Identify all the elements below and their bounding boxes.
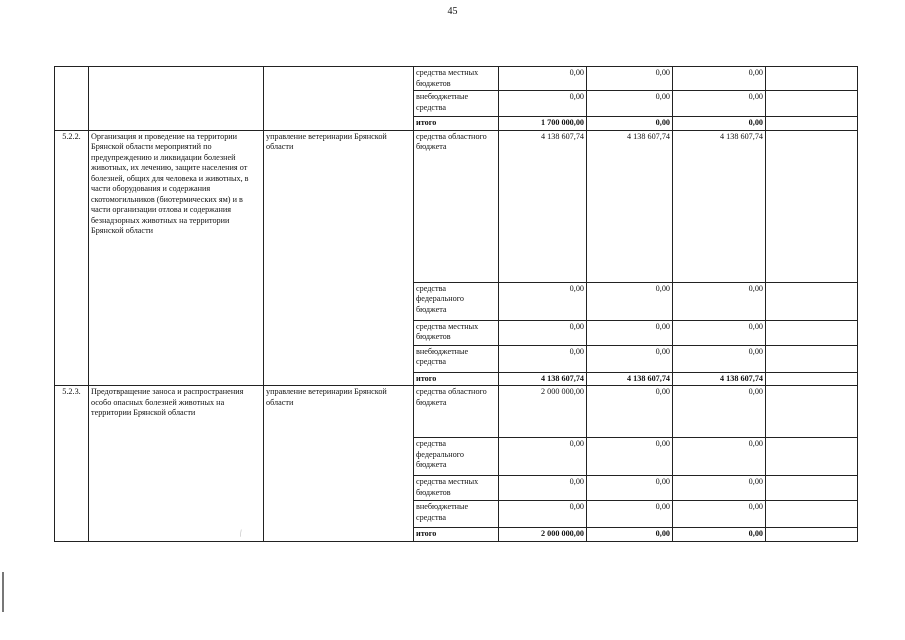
- empty-cell: [766, 282, 858, 320]
- empty-cell: [766, 130, 858, 282]
- executor-cell: [264, 67, 414, 131]
- value-cell: 0,00: [587, 345, 673, 372]
- value-cell: 4 138 607,74: [673, 372, 766, 386]
- empty-cell: [766, 117, 858, 131]
- budget-table: [54, 66, 858, 542]
- value-cell: 0,00: [499, 345, 587, 372]
- scan-edge-mark: [2, 572, 4, 612]
- value-cell: 0,00: [673, 282, 766, 320]
- source-cell: внебюджетные средства: [414, 91, 499, 117]
- value-cell: 0,00: [673, 476, 766, 501]
- source-cell: средства местных бюджетов: [414, 67, 499, 91]
- item-name: Предотвращение заноса и распространения особо опасных болезней животных на территории Брянской области: [89, 386, 264, 542]
- value-cell: 0,00: [587, 501, 673, 528]
- value-cell: 0,00: [673, 501, 766, 528]
- empty-cell: [766, 476, 858, 501]
- value-cell: 4 138 607,74: [587, 372, 673, 386]
- empty-cell: [766, 345, 858, 372]
- value-cell: 0,00: [587, 438, 673, 476]
- value-cell: 4 138 607,74: [587, 130, 673, 282]
- item-name: Организация и проведение на территории Брянской области мероприятий по предупреждению и ликвидации болезней животных, их лечению, защите населения от болезней, общих для человека и животных, в части оборудования и содержания скотомогильников (биотермических ям) и в части организации отлова и содержания безнадзорных животных на территории Брянской области: [89, 130, 264, 386]
- value-cell: 0,00: [499, 91, 587, 117]
- value-cell: 0,00: [499, 438, 587, 476]
- value-cell: 0,00: [673, 67, 766, 91]
- table-row: [55, 130, 858, 282]
- source-cell: средства местных бюджетов: [414, 320, 499, 345]
- value-cell: 0,00: [673, 320, 766, 345]
- value-cell: 0,00: [673, 386, 766, 438]
- item-executor: управление ветеринарии Брянской области: [264, 130, 414, 386]
- source-cell: итого: [414, 528, 499, 542]
- value-cell: 0,00: [587, 386, 673, 438]
- empty-cell: [766, 67, 858, 91]
- value-cell: 0,00: [673, 117, 766, 131]
- value-cell: 4 138 607,74: [499, 372, 587, 386]
- value-cell: 2 000 000,00: [499, 386, 587, 438]
- value-cell: 0,00: [587, 282, 673, 320]
- table-row: [55, 67, 858, 91]
- value-cell: 0,00: [673, 438, 766, 476]
- empty-cell: [766, 91, 858, 117]
- source-cell: средства федерального бюджета: [414, 282, 499, 320]
- empty-cell: [766, 386, 858, 438]
- item-executor: управление ветеринарии Брянской области: [264, 386, 414, 542]
- empty-cell: [766, 372, 858, 386]
- empty-cell: [766, 501, 858, 528]
- value-cell: 2 000 000,00: [499, 528, 587, 542]
- value-cell: 0,00: [499, 501, 587, 528]
- value-cell: 0,00: [587, 117, 673, 131]
- source-cell: средства областного бюджета: [414, 386, 499, 438]
- value-cell: 0,00: [587, 67, 673, 91]
- value-cell: 1 700 000,00: [499, 117, 587, 131]
- value-cell: 0,00: [673, 91, 766, 117]
- value-cell: 0,00: [587, 91, 673, 117]
- stray-pen-mark: ⁄: [237, 528, 244, 538]
- value-cell: 4 138 607,74: [673, 130, 766, 282]
- empty-cell: [766, 320, 858, 345]
- source-cell: итого: [414, 117, 499, 131]
- source-cell: итого: [414, 372, 499, 386]
- empty-cell: [766, 438, 858, 476]
- code-cell: [55, 67, 89, 131]
- value-cell: 0,00: [499, 67, 587, 91]
- source-cell: средства местных бюджетов: [414, 476, 499, 501]
- value-cell: 0,00: [499, 476, 587, 501]
- name-cell: [89, 67, 264, 131]
- page-number: 45: [447, 6, 458, 17]
- empty-cell: [766, 528, 858, 542]
- source-cell: внебюджетные средства: [414, 501, 499, 528]
- value-cell: 0,00: [587, 320, 673, 345]
- value-cell: 0,00: [673, 528, 766, 542]
- item-code: 5.2.2.: [55, 130, 89, 386]
- value-cell: 0,00: [673, 345, 766, 372]
- item-code: 5.2.3.: [55, 386, 89, 542]
- value-cell: 0,00: [587, 528, 673, 542]
- table-row: [55, 386, 858, 438]
- source-cell: средства федерального бюджета: [414, 438, 499, 476]
- value-cell: 4 138 607,74: [499, 130, 587, 282]
- value-cell: 0,00: [587, 476, 673, 501]
- source-cell: средства областного бюджета: [414, 130, 499, 282]
- source-cell: внебюджетные средства: [414, 345, 499, 372]
- value-cell: 0,00: [499, 282, 587, 320]
- value-cell: 0,00: [499, 320, 587, 345]
